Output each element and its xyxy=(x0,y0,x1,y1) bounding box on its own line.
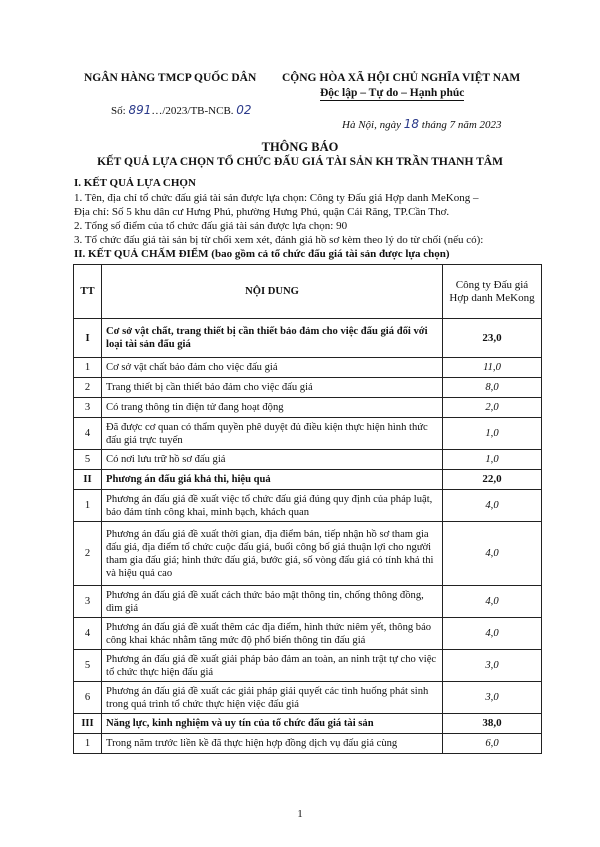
section-2-heading: II. KẾT QUẢ CHẤM ĐIỂM (bao gồm cả tổ chức đấu giá tài sản được lựa chọn) xyxy=(74,248,450,260)
row-content: Cơ sở vật chất, trang thiết bị cần thiết bảo đảm cho việc đấu giá đối với loại tài sản đấu giá xyxy=(102,319,443,358)
document-title: THÔNG BÁO xyxy=(261,140,339,154)
table-row xyxy=(74,358,542,378)
header-content: NỘI DUNG xyxy=(102,265,443,319)
table-row xyxy=(74,522,542,586)
row-score: 23,0 xyxy=(443,319,542,358)
row-number: 1 xyxy=(74,358,102,378)
document-subtitle: KẾT QUẢ LỰA CHỌN TỔ CHỨC ĐẤU GIÁ TÀI SẢN KH TRẦN THANH TÂM xyxy=(97,156,503,168)
row-score: 1,0 xyxy=(443,450,542,470)
row-content: Phương án đấu giá đề xuất cách thức bảo mật thông tin, chống thông đồng, dìm giá xyxy=(102,586,443,618)
table-row xyxy=(74,682,542,714)
date-suffix: tháng 7 năm 2023 xyxy=(421,119,502,131)
table-row xyxy=(74,398,542,418)
row-score: 38,0 xyxy=(443,714,542,734)
row-score: 1,0 xyxy=(443,418,542,450)
table-section-row xyxy=(74,319,542,358)
table-row xyxy=(74,734,542,754)
row-number: III xyxy=(74,714,102,734)
section-1-line-3: 2. Tổng số điểm của tổ chức đấu giá tài sản được lựa chọn: 90 xyxy=(74,220,348,232)
section-1-line-4: 3. Tổ chức đấu giá tài sản bị từ chối xem xét, đánh giá hồ sơ kèm theo lý do từ chối (nếu có): xyxy=(74,234,484,246)
row-content: Phương án đấu giá đề xuất thời gian, địa điểm bán, tiếp nhận hồ sơ tham gia đấu giá, địa điểm tổ chức cuộc đấu giá, buổi công bố giá thuận lợi cho người tham gia đấu giá; hình thức đấu giá, bước giá, số vòng đấu giá có tính khả thi và hiệu quả cao xyxy=(102,522,443,586)
row-content: Có trang thông tin điện tử đang hoạt động xyxy=(102,398,443,418)
row-score: 6,0 xyxy=(443,734,542,754)
row-content: Trang thiết bị cần thiết bảo đảm cho việc đấu giá xyxy=(102,378,443,398)
page-number: 1 xyxy=(297,808,303,820)
row-number: 3 xyxy=(74,586,102,618)
row-score: 22,0 xyxy=(443,470,542,490)
header-tt: TT xyxy=(74,265,102,319)
row-score: 8,0 xyxy=(443,378,542,398)
reference-middle: …/2023/TB-NCB. xyxy=(151,105,234,117)
row-score: 4,0 xyxy=(443,618,542,650)
row-score: 3,0 xyxy=(443,682,542,714)
table-row xyxy=(74,490,542,522)
date-prefix: Hà Nội, ngày xyxy=(342,119,401,131)
motto: Độc lập – Tự do – Hạnh phúc xyxy=(320,87,465,99)
row-number: II xyxy=(74,470,102,490)
reference-handwritten-number: 891 xyxy=(128,103,152,117)
section-1-line-2: Địa chỉ: Số 5 khu dân cư Hưng Phú, phường Hưng Phú, quận Cái Răng, TP.Cần Thơ. xyxy=(74,206,450,218)
row-score: 4,0 xyxy=(443,522,542,586)
row-content: Phương án đấu giá đề xuất giải pháp bảo đảm an toàn, an ninh trật tự cho việc tổ chức thực hiện đấu giá xyxy=(102,650,443,682)
row-content: Phương án đấu giá khả thi, hiệu quả xyxy=(102,470,443,490)
row-score: 4,0 xyxy=(443,586,542,618)
row-number: 6 xyxy=(74,682,102,714)
section-1-heading: I. KẾT QUẢ LỰA CHỌN xyxy=(74,177,196,189)
country-name: CỘNG HÒA XÃ HỘI CHỦ NGHĨA VIỆT NAM xyxy=(282,72,521,84)
table-row xyxy=(74,450,542,470)
table-section-row xyxy=(74,470,542,490)
table-row xyxy=(74,618,542,650)
row-content: Phương án đấu giá đề xuất việc tổ chức đấu giá đúng quy định của pháp luật, bảo đảm tính công khai, minh bạch, khách quan xyxy=(102,490,443,522)
row-score: 2,0 xyxy=(443,398,542,418)
reference-prefix: Số: xyxy=(111,105,126,117)
row-content: Phương án đấu giá đề xuất các giải pháp giải quyết các tình huống phát sinh trong quá trình tổ chức thực hiện việc đấu giá xyxy=(102,682,443,714)
row-number: 1 xyxy=(74,490,102,522)
row-score: 4,0 xyxy=(443,490,542,522)
row-score: 11,0 xyxy=(443,358,542,378)
row-number: 3 xyxy=(74,398,102,418)
row-number: 4 xyxy=(74,618,102,650)
row-number: 2 xyxy=(74,522,102,586)
row-content: Cơ sở vật chất bảo đảm cho việc đấu giá xyxy=(102,358,443,378)
reference-number xyxy=(111,103,252,117)
row-content: Có nơi lưu trữ hồ sơ đấu giá xyxy=(102,450,443,470)
issue-date xyxy=(342,117,502,131)
score-table xyxy=(73,264,542,754)
row-content: Năng lực, kinh nghiệm và uy tín của tổ chức đấu giá tài sản xyxy=(102,714,443,734)
table-header-row xyxy=(74,265,542,319)
row-number: 5 xyxy=(74,650,102,682)
section-1-line-1: 1. Tên, địa chỉ tổ chức đấu giá tài sản được lựa chọn: Công ty Đấu giá Hợp danh MeKong – xyxy=(74,192,479,204)
row-content: Đã được cơ quan có thẩm quyền phê duyệt đủ điều kiện thực hiện hình thức đấu giá trực tuyến xyxy=(102,418,443,450)
row-number: 2 xyxy=(74,378,102,398)
reference-handwritten-suffix: 02 xyxy=(236,103,252,117)
table-row xyxy=(74,650,542,682)
row-score: 3,0 xyxy=(443,650,542,682)
row-number: I xyxy=(74,319,102,358)
header-company: Công ty Đấu giá Hợp danh MeKong xyxy=(443,265,542,319)
row-number: 5 xyxy=(74,450,102,470)
table-row xyxy=(74,586,542,618)
table-row xyxy=(74,418,542,450)
table-row xyxy=(74,378,542,398)
row-number: 1 xyxy=(74,734,102,754)
org-name: NGÂN HÀNG TMCP QUỐC DÂN xyxy=(84,72,257,84)
date-handwritten-day: 18 xyxy=(403,117,420,131)
row-content: Trong năm trước liền kề đã thực hiện hợp đồng dịch vụ đấu giá cùng xyxy=(102,734,443,754)
row-number: 4 xyxy=(74,418,102,450)
row-content: Phương án đấu giá đề xuất thêm các địa điểm, hình thức niêm yết, thông báo công khai khác nhằm tăng mức độ phổ biến thông tin đấu giá xyxy=(102,618,443,650)
table-section-row xyxy=(74,714,542,734)
